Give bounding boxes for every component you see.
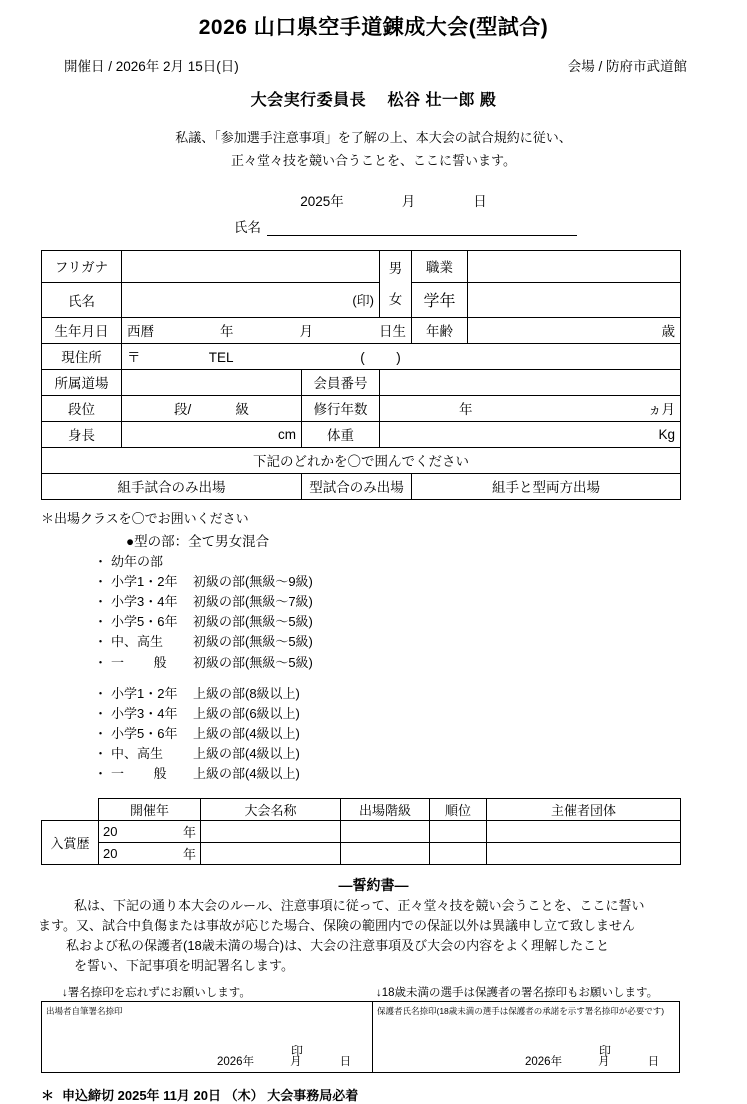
class-grade: 小学3・4年 — [111, 594, 178, 610]
calendar-label: 西暦 — [127, 324, 154, 340]
oath-line-4: を誓い、下記事項を明記署名します。 — [74, 957, 294, 973]
bullet-icon: ・ — [94, 574, 108, 590]
class-grade: 一 般 — [111, 766, 167, 782]
table-row-dojo — [42, 369, 681, 395]
class-list-spacer — [36, 673, 711, 682]
pledge-year: 2025年 — [300, 193, 344, 209]
awards-year-input[interactable] — [99, 843, 201, 865]
bullet-icon: ・ — [94, 726, 108, 742]
awards-rank-input[interactable] — [430, 843, 487, 865]
entry-option-kumite[interactable]: 組手試合のみ出場 — [42, 473, 302, 499]
class-division: 上級の部(4級以上) — [193, 746, 300, 762]
class-grade: 小学1・2年 — [111, 574, 178, 590]
member-no-input[interactable] — [380, 369, 681, 395]
bullet-icon: ・ — [94, 614, 108, 630]
awards-year-prefix: 20 — [103, 824, 118, 840]
training-year-unit: 年 — [459, 402, 473, 418]
deadline-star-icon: ＊ — [41, 1088, 55, 1104]
weight-input[interactable] — [380, 421, 681, 447]
pledge-line-2: 正々堂々技を競い合うことを、ここに誓います。 — [231, 153, 516, 169]
tel-paren-close: ) — [396, 350, 401, 366]
awards-row-label: 入賞歴 — [42, 821, 99, 865]
dojo-label: 所属道場 — [42, 369, 122, 395]
table-row-name — [42, 283, 681, 318]
pledge-name-input[interactable] — [267, 221, 577, 236]
weight-unit: Kg — [658, 426, 675, 442]
rank-label: 段位 — [42, 395, 122, 421]
guardian-signature-date — [525, 1053, 659, 1069]
list-item[interactable] — [94, 684, 711, 704]
applicant-signature-box[interactable] — [41, 1001, 373, 1073]
dojo-input[interactable] — [122, 369, 302, 395]
oath-line-3: 私および私の保護者(18歳未満の場合)は、大会の注意事項及び大会の内容をよく理解したこと — [66, 937, 610, 953]
class-division: 初級の部(無級〜5級) — [193, 654, 313, 670]
bullet-icon: ・ — [94, 634, 108, 650]
birth-day-unit: 日生 — [379, 324, 406, 340]
pledge-statement — [36, 127, 711, 173]
gender-male-option[interactable]: 男 — [388, 260, 403, 276]
awards-rank-input[interactable] — [430, 821, 487, 843]
name-input[interactable] — [122, 283, 380, 318]
applicant-sign-day: 日 — [339, 1056, 352, 1069]
event-venue: 会場 / 防府市武道館 — [567, 59, 687, 75]
furigana-input[interactable] — [122, 250, 380, 282]
pledge-date-line — [36, 190, 711, 210]
class-division: 上級の部(4級以上) — [193, 726, 300, 742]
pledge-name-line — [36, 216, 711, 236]
application-form-page — [0, 14, 747, 1104]
awards-col-name: 大会名称 — [201, 799, 341, 821]
awards-year-unit: 年 — [182, 825, 196, 841]
class-grade: 中、高生 — [111, 634, 164, 650]
guardian-signature-box[interactable] — [373, 1001, 680, 1073]
tel-paren-open: ( — [360, 350, 365, 366]
awards-col-organizer: 主催者団体 — [487, 799, 681, 821]
signature-note-right: ↓18歳未満の選手は保護者の署名捺印もお願いします。 — [376, 987, 659, 1000]
list-item[interactable] — [94, 612, 711, 632]
bullet-icon: ・ — [94, 766, 108, 782]
awards-year-prefix: 20 — [103, 846, 118, 862]
applicant-sign-year: 2026年 — [217, 1056, 255, 1069]
awards-year-input[interactable] — [99, 821, 201, 843]
school-year-label: 学年 — [412, 283, 468, 318]
awards-name-input[interactable] — [201, 821, 341, 843]
list-item[interactable] — [94, 572, 711, 592]
awards-col-class: 出場階級 — [341, 799, 430, 821]
pledge-month: 月 — [401, 193, 416, 209]
advanced-class-list — [36, 684, 711, 785]
birth-year-unit: 年 — [220, 324, 234, 340]
applicant-ink-label: 印 — [291, 1044, 304, 1059]
application-deadline — [41, 1085, 711, 1104]
class-grade: 幼年の部 — [111, 553, 164, 569]
table-row-address — [42, 343, 681, 369]
applicant-signature-caption: 出場者自筆署名捺印 — [46, 1006, 123, 1017]
bullet-icon: ・ — [94, 685, 108, 701]
table-row-rank — [42, 395, 681, 421]
age-unit: 歳 — [661, 324, 675, 340]
awards-organizer-input[interactable] — [487, 843, 681, 865]
oath-body — [36, 896, 711, 975]
bullet-icon: ・ — [94, 654, 108, 670]
oath-title: —誓約書— — [338, 877, 409, 894]
class-grade: 小学1・2年 — [111, 685, 178, 701]
bullet-icon: ・ — [94, 553, 108, 569]
guardian-signature-caption: 保護者氏名捺印(18歳未満の選手は保護者の承諾を示す署名捺印が必要です) — [377, 1006, 665, 1017]
awards-year-unit: 年 — [182, 847, 196, 863]
tel-label: TEL — [208, 350, 234, 366]
bullet-icon: ・ — [94, 746, 108, 762]
member-no-label: 会員番号 — [302, 369, 380, 395]
list-item[interactable] — [94, 764, 711, 784]
signature-notes — [36, 984, 711, 1000]
circle-instruction: 下記のどれかを〇で囲んでください — [42, 447, 681, 473]
furigana-label: フリガナ — [42, 250, 122, 282]
postal-mark: 〒 — [127, 350, 141, 366]
guardian-sign-year: 2026年 — [525, 1056, 563, 1069]
awards-col-year: 開催年 — [99, 799, 201, 821]
table-row-entry-options — [42, 473, 681, 499]
birth-month-unit: 月 — [299, 324, 313, 340]
signature-note-left: ↓署名捺印を忘れずにお願いします。 — [62, 987, 251, 1000]
chairman-line: 大会実行委員長 松谷 壮一郎 殿 — [250, 92, 497, 110]
school-year-input[interactable] — [468, 283, 681, 318]
height-label: 身長 — [42, 421, 122, 447]
oath-line-2: ます。又、試合中負傷または事故が応じた場合、保険の範囲内での保証以外は異議申し立て致しません — [38, 918, 635, 934]
occupation-input[interactable] — [468, 250, 681, 282]
entry-option-both[interactable]: 組手と型両方出場 — [412, 473, 681, 499]
pledge-day: 日 — [473, 193, 487, 209]
birthdate-input[interactable] — [122, 317, 412, 343]
class-selection-note: ＊出場クラスを〇でお囲いください — [41, 510, 249, 526]
age-label: 年齢 — [412, 317, 468, 343]
applicant-signature-date — [217, 1053, 351, 1069]
pledge-line-1: 私議、「参加選手注意事項」を了解の上、本大会の試合規約に従い、 — [175, 130, 572, 146]
awards-name-input[interactable] — [201, 843, 341, 865]
pledge-name-label: 氏名 — [234, 219, 261, 235]
class-division: 上級の部(8級以上) — [193, 685, 300, 701]
occupation-label: 職業 — [412, 250, 468, 282]
awards-col-rank: 順位 — [430, 799, 487, 821]
address-label: 現住所 — [42, 343, 122, 369]
training-month-unit: ヵ月 — [648, 402, 675, 418]
guardian-sign-day: 日 — [647, 1056, 660, 1069]
table-row-birthdate — [42, 317, 681, 343]
weight-label: 体重 — [302, 421, 380, 447]
list-item[interactable] — [94, 632, 711, 652]
table-row-furigana — [42, 250, 681, 282]
list-item[interactable] — [94, 653, 711, 673]
list-item[interactable] — [94, 744, 711, 764]
bullet-icon: ・ — [94, 705, 108, 721]
class-grade: 小学5・6年 — [111, 726, 178, 742]
event-meta-row — [36, 55, 711, 75]
training-years-label: 修行年数 — [302, 395, 380, 421]
class-grade: 一 般 — [111, 654, 167, 670]
height-unit: cm — [278, 426, 296, 442]
class-grade: 小学5・6年 — [111, 614, 178, 630]
name-label: 氏名 — [42, 283, 122, 318]
class-division: 初級の部(無級〜7級) — [193, 594, 313, 610]
beginner-class-list — [36, 552, 711, 673]
awards-class-input[interactable] — [341, 821, 430, 843]
event-date: 開催日 / 2026年 2月 15日(日) — [64, 59, 239, 75]
height-input[interactable] — [122, 421, 302, 447]
class-division: 上級の部(4級以上) — [193, 766, 300, 782]
class-grade: 中、高生 — [111, 746, 164, 762]
rank-input[interactable]: 段/ 級 — [122, 395, 302, 421]
list-item[interactable] — [94, 592, 711, 612]
birthdate-label: 生年月日 — [42, 317, 122, 343]
training-years-input[interactable] — [380, 395, 681, 421]
signature-boxes — [41, 1001, 680, 1073]
awards-header-row — [42, 799, 681, 821]
class-division: 初級の部(無級〜5級) — [193, 634, 313, 650]
table-row — [42, 843, 681, 865]
oath-line-1: 私は、下記の通り本大会のルール、注意事項に従って、正々堂々技を競い会うことを、ここに誓い — [74, 898, 645, 914]
awards-class-input[interactable] — [341, 843, 430, 865]
guardian-sign-month: 月 — [598, 1056, 610, 1069]
awards-organizer-input[interactable] — [487, 821, 681, 843]
applicant-info-table — [41, 250, 681, 500]
class-division: 初級の部(無級〜5級) — [193, 614, 313, 630]
age-input[interactable] — [468, 317, 681, 343]
table-row-circle-instruction — [42, 447, 681, 473]
guardian-ink-label: 印 — [599, 1044, 612, 1059]
class-division: 上級の部(6級以上) — [193, 705, 300, 721]
entry-option-kata[interactable]: 型試合のみ出場 — [302, 473, 412, 499]
list-item[interactable] — [94, 704, 711, 724]
list-item[interactable] — [94, 552, 711, 572]
table-row — [42, 821, 681, 843]
table-row-body — [42, 421, 681, 447]
class-grade: 小学3・4年 — [111, 705, 178, 721]
bullet-icon: ・ — [94, 594, 108, 610]
gender-select[interactable] — [380, 250, 412, 317]
gender-female-option[interactable]: 女 — [388, 291, 403, 307]
awards-history-table — [41, 798, 681, 865]
address-input[interactable] — [122, 343, 681, 369]
list-item[interactable] — [94, 724, 711, 744]
name-ink-label: (印) — [352, 293, 374, 309]
deadline-text: 申込締切 2025年 11月 20日 （木） 大会事務局必着 — [62, 1088, 359, 1104]
kata-division-heading: ●型の部：全て男女混合 — [126, 533, 270, 549]
page-title: 2026 山口県空手道錬成大会(型試合) — [198, 16, 549, 39]
applicant-sign-month: 月 — [290, 1056, 302, 1069]
class-division: 初級の部(無級〜9級) — [193, 574, 313, 590]
